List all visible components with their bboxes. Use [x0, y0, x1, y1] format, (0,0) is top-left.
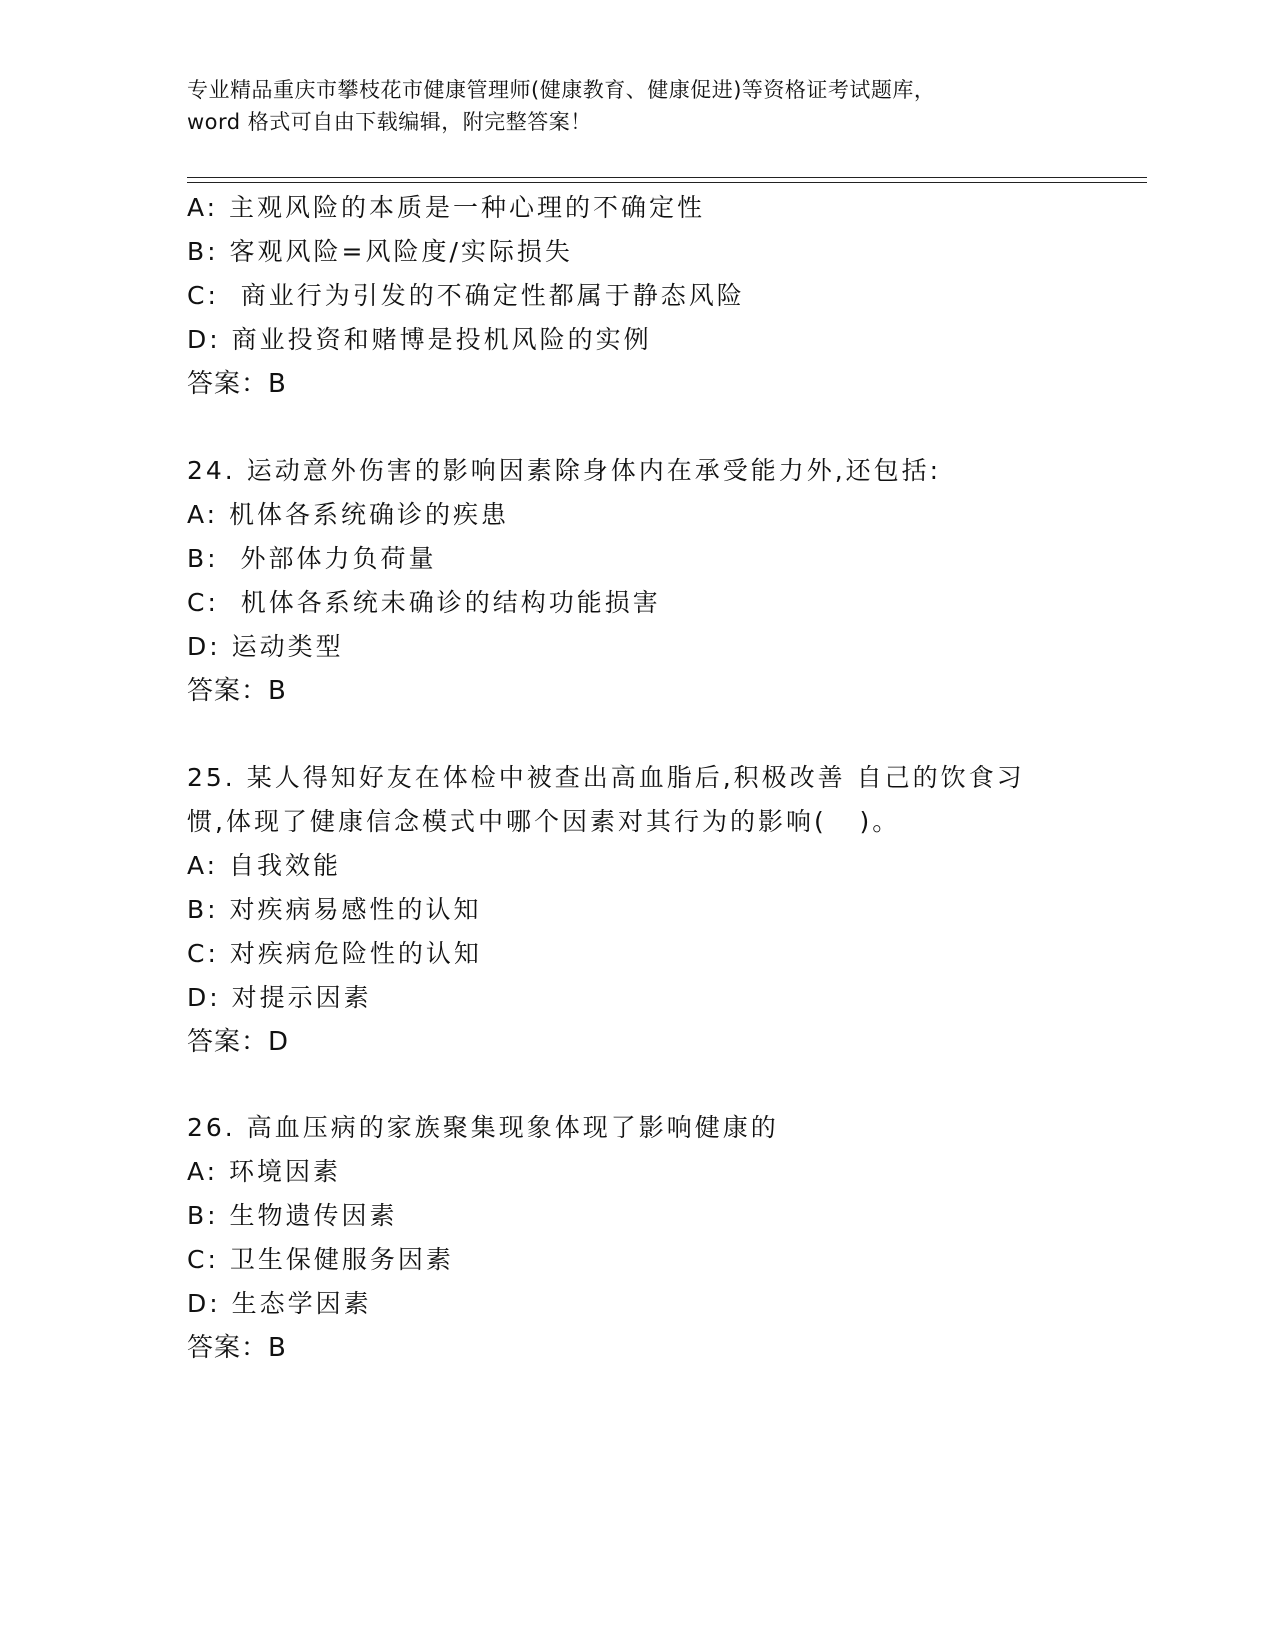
q24-question: 24. 运动意外伤害的影响因素除身体内在承受能力外,还包括: [187, 456, 942, 485]
header-divider-top [187, 177, 1147, 178]
q24-option-a: A: 机体各系统确诊的疾患 [187, 500, 510, 529]
q26-option-a: A: 环境因素 [187, 1157, 342, 1186]
q23-answer: 答案：B [187, 369, 287, 399]
q26-question: 26. 高血压病的家族聚集现象体现了影响健康的 [187, 1113, 779, 1142]
q24-option-c: C: 机体各系统未确诊的结构功能损害 [187, 588, 661, 617]
q24-answer: 答案：B [187, 676, 287, 706]
q25-option-a: A: 自我效能 [187, 851, 342, 880]
q26-option-c: C: 卫生保健服务因素 [187, 1245, 454, 1274]
q26-option-d: D: 生态学因素 [187, 1289, 372, 1318]
q25-option-d: D: 对提示因素 [187, 983, 372, 1012]
q23-option-d: D: 商业投资和赌博是投机风险的实例 [187, 325, 652, 354]
q26-option-b: B: 生物遗传因素 [187, 1201, 398, 1230]
q23-option-b: B: 客观风险=风险度/实际损失 [187, 237, 573, 266]
q24-option-b: B: 外部体力负荷量 [187, 544, 437, 573]
q23-option-c: C: 商业行为引发的不确定性都属于静态风险 [187, 281, 745, 310]
header-line-2: word 格式可自由下载编辑，附完整答案！ [187, 110, 592, 134]
q25-option-b: B: 对疾病易感性的认知 [187, 895, 482, 924]
header-divider-bottom [187, 182, 1147, 183]
q26-answer: 答案：B [187, 1333, 287, 1363]
q25-option-c: C: 对疾病危险性的认知 [187, 939, 482, 968]
q25-question-line-1: 25. 某人得知好友在体检中被查出高血脂后,积极改善 自己的饮食习 [187, 763, 1025, 792]
q25-answer: 答案：D [187, 1027, 290, 1057]
document-header [187, 74, 1087, 138]
q23-option-a: A: 主观风险的本质是一种心理的不确定性 [187, 193, 706, 222]
q25-question-line-2: 惯,体现了健康信念模式中哪个因素对其行为的影响( )。 [187, 807, 901, 836]
q24-option-d: D: 运动类型 [187, 632, 344, 661]
header-line-1: 专业精品重庆市攀枝花市健康管理师(健康教育、健康促进)等资格证考试题库， [187, 78, 936, 102]
